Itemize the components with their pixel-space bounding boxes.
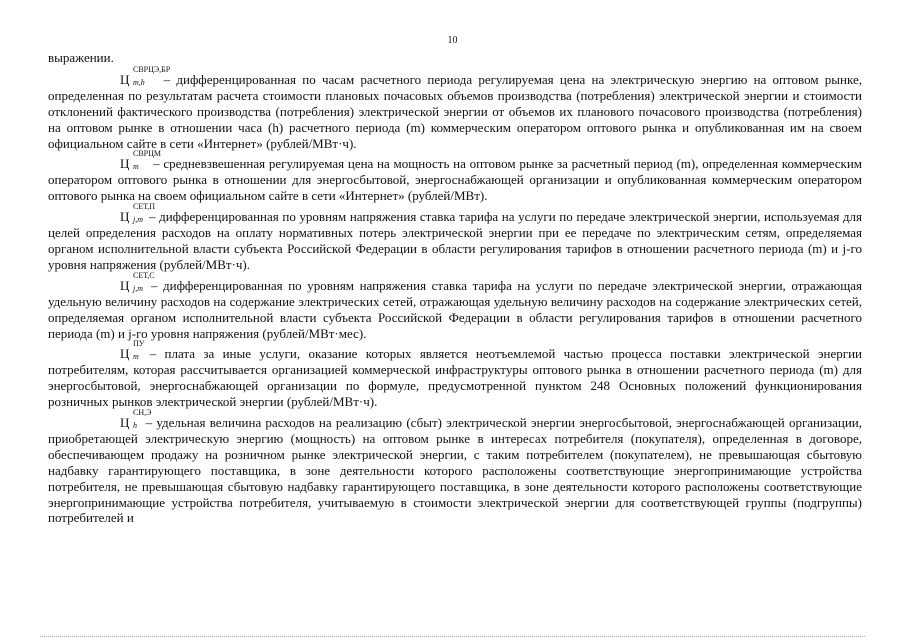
definition-text: – плата за иные услуги, оказание которых является неотъемлемой частью процесса поставки электрической энергии потребителям, которая рассчитывается организацией коммерческой инфраструктуры оптового рынка в отношении расчетного периода (m) для энергосбытовой, энергоснабжающей организации по формуле, предусмотренной пунктом 248 Основных положений функционирования розничных рынков электрической энергии (рублей/МВт·ч). xyxy=(48,346,862,410)
definition-paragraph xyxy=(48,408,862,526)
definition-text: – дифференцированная по уровням напряжения ставка тарифа на услуги по передаче электрической энергии, используемая для целей определения расходов на оплату нормативных потерь электрической энергии при ее передаче по электрическим сетям, определяемая органом исполнительной власти субъекта Российской Федерации в области регулирования тарифов в отношении расчетного периода (m) и j-го уровня напряжения (рублей/МВт·ч). xyxy=(48,209,862,272)
formula-symbol: Ц СЕТ,С j,m xyxy=(120,270,155,293)
definition-text: – дифференцированная по часам расчетного периода регулируемая цена на электрическую энергию на оптовом рынке, определенная по результатам расчета стоимости плановых почасовых объемов производства (потребления) электрической энергии и стоимости отклонений фактического производства (потребления) электрической энергии от объемов их планового почасового производства (потребления) на оптовом рынке в отношении часа (h) расчетного периода (m) коммерческим оператором оптового рынка и опубликованная им на своем официальном сайте в сети «Интернет» (рублей/МВт·ч). xyxy=(48,71,862,151)
definition-paragraph xyxy=(48,270,862,342)
definition-paragraph xyxy=(48,149,862,204)
formula-symbol: Ц СВРЦМ m xyxy=(120,149,162,172)
definition-paragraph xyxy=(48,339,862,410)
formula-symbol: Ц СН,Э h xyxy=(120,408,152,431)
scan-edge-artifact xyxy=(40,636,865,638)
definition-text: – средневзвешенная регулируемая цена на мощность на оптовом рынке за расчетный период (m), определенная коммерческим оператором оптового рынка в отношении для энергосбытовой, энергоснабжающей организации и опубликованная коммерческим оператором оптового рынка на своем официальном сайте в сети «Интернет» (рублей/МВт). xyxy=(48,156,862,204)
document-body xyxy=(48,50,862,526)
formula-symbol: Ц СЕТ,П j,m xyxy=(120,202,156,225)
definition-paragraph xyxy=(48,202,862,273)
formula-symbol: Ц СВРЦЭ,БР m,h xyxy=(120,64,171,87)
page-number: 10 xyxy=(447,35,458,46)
formula-symbol: Ц ПУ m xyxy=(120,339,145,362)
definition-text: – удельная величина расходов на реализацию (сбыт) электрической энергии энергосбытовой, энергоснабжающей организации, приобретающей электрическую энергию (мощность) на оптовом рынке в интересах потребителя (покупателя), определенная в договоре, обеспечивающем продажу на розничном рынке электрической энергии, с таким потребителем (покупателем), не превышающая сбытовую надбавку гарантирующего поставщика, в зоне деятельности которого расположены соответствующие энергопринимающие устройства потребителя, не превышающая сбытовую надбавку гарантирующего поставщика, в зоне деятельности которого расположены соответствующие энергопринимающие устройства потребителя, учитываемую в стоимости электрической энергии для соответствующей группы (подгруппы) потребителей и xyxy=(48,415,862,526)
definition-text: – дифференцированная по уровням напряжения ставка тарифа на услуги по передаче электрической энергии, отражающая удельную величину расходов на содержание электрических сетей, отражающая удельную величину расходов на содержание электрических сетей, определяемая органом исполнительной власти субъекта Российской Федерации в области регулирования тарифов в отношении расчетного периода (m) и j-го уровня напряжения (рублей/МВт·мес). xyxy=(48,277,862,341)
intro-line: выражении. xyxy=(48,50,114,65)
definition-paragraph xyxy=(48,64,862,152)
